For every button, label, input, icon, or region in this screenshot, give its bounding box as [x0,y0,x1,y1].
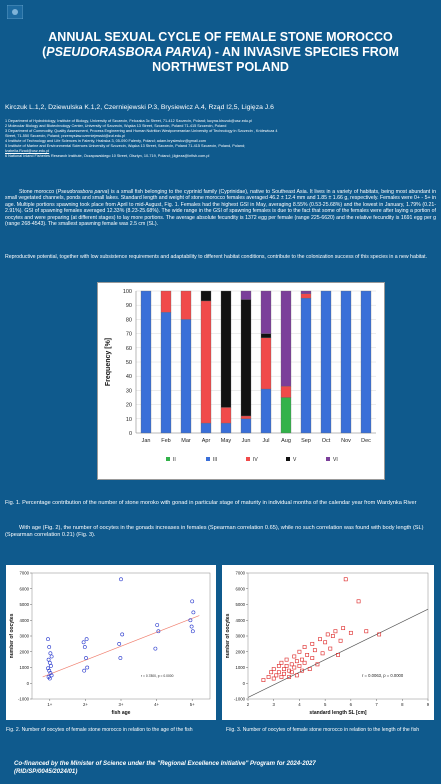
affiliation-item: 4 Institute of Technology and Life Sciences in Falenty, Hrabska 3, 05-090 Falenty, Poland; adam.brysiewicz@gmail.com [5,139,206,143]
y-tick-label: 2000 [19,649,29,655]
y-tick-label: 4000 [235,617,245,623]
y-tick-label: 3000 [19,633,29,639]
species-name: Pseudorasbora parva [57,189,108,195]
title-species: PSEUDORASBORA PARVA [46,45,208,59]
bar-segment-IV-Aug [281,386,291,397]
bar-segment-IV-Jun [241,416,251,419]
figure-3-caption: Fiig. 3. Number of oocytes of female stone morocco in relation to the length of the fish [226,727,420,733]
x-tick-label: 4 [298,702,301,707]
y-axis-title: number of oocytes [225,613,231,659]
x-tick-label: 3 [272,702,275,707]
bar-segment-V-Apr [201,291,211,301]
legend-label-IV: IV [253,457,258,463]
figure-2-caption: Fig. 2. Number of oocytes of female stone morocco in relation to the age of the fish [6,727,193,733]
bar-segment-III-May [221,423,231,433]
y-tick-label: 40 [125,374,132,381]
x-tick-label: 7 [375,702,378,707]
y-tick-label: 2000 [235,649,245,655]
funding-note [14,760,434,776]
x-tick-label: Sep [301,438,311,444]
bar-segment-IV-Feb [161,291,171,312]
bar-segment-II-Aug [281,398,291,434]
y-tick-label: 3000 [235,633,245,639]
x-tick-label: Mar [181,438,191,444]
x-tick-label: 2 [246,702,250,707]
x-tick-label: May [220,438,232,444]
x-tick-label: Jul [262,438,270,444]
y-tick-label: 4000 [19,617,29,623]
y-tick-label: 1000 [19,665,29,671]
x-tick-label: 5 [323,702,327,707]
bar-segment-IV-May [221,407,231,423]
bar-segment-III-Jun [241,419,251,433]
affiliation-item: Street, 71-550 Szczecin, Poland; przemyslaw.czerniejewski@zut.edu.pl [5,134,126,138]
x-axis-title: standard length SL [cm] [309,710,367,716]
legend-swatch-VI [326,457,330,461]
affiliation-item: 5 Institute of Marine and Environmental Sciences University of Szczecin, Wąska 13 Street, Szczecin, Poland 71-415 Szczecin, Poland, Poland; [5,144,246,148]
y-tick-label: 0 [128,431,132,437]
x-tick-label: Apr [201,438,211,444]
funding-line-1: Co-financed by the Minister of Science under the "Regional Excellence Initiative" Program for 2024-2027 [14,760,316,767]
y-tick-label: -1000 [18,696,29,702]
legend-label-III: III [213,457,218,463]
affiliation-list [5,119,436,159]
y-tick-label: 70 [125,331,132,338]
y-tick-label: -1000 [234,696,245,702]
bar-segment-III-Jan [141,291,151,433]
oocytes-vs-length-chart [222,565,434,720]
legend-label-V: V [293,457,297,463]
oocytes-vs-age-chart [6,565,216,720]
bar-segment-VI-Jun [241,291,251,300]
figure-3-scatter-length [222,565,434,720]
bar-segment-VI-Jul [261,291,271,334]
y-tick-label: 7000 [235,570,245,576]
plot-frame [32,573,210,699]
bar-segment-IV-Mar [181,291,191,319]
x-tick-label: Jun [241,438,251,444]
x-tick-label: 5+ [189,702,195,707]
affiliation-item: 6 National Inland Fisheries Research Institute, Oczapowskiego 10 Street, Olsztyn, 10-719, Poland; j.ligieza@infish.com.pl [5,154,210,158]
bar-segment-III-Apr [201,423,211,433]
y-axis-title: number of oocytes [9,613,15,659]
y-tick-label: 6000 [235,586,245,592]
bar-segment-VI-Aug [281,291,291,386]
figure-1-stacked-bar-chart [97,282,385,480]
funding-line-2: (RID/SP/0045/2024/01) [14,767,78,775]
figure-1-caption: Fig. 1. Percentage contribution of the number of stone moroko with gonad in particular stage of maturity in individual months of the calendar year from Wardynka River [5,500,417,506]
bar-segment-III-Nov [341,291,351,433]
y-tick-label: 60 [125,345,132,352]
affiliation-item: Izabella.Rzad@usz.edu.pl [5,149,50,153]
legend-swatch-II [166,457,170,461]
intro-paragraph: Stone morocco (Pseudorasbora parva) is a small fish belonging to the cyprinid family (Cyprinidae), native to Southeast Asia. It lives in a variety of habitats, being most abundant in small vegetated channels, ponds and small lakes. Standard length and weight of stone morocco females averaged 46.2 ± 12.4 mm and 1.85 ± 1.66 g, respectively. Females were 0+ - 5+ in age. Multiple portions spawning took place from April to mid-August, Fig. 1. Females had the highest GSI in May, averaging 8.55% (0.53-25.68%) and the lowest in January, 1.79% (0.21-2.91%). GSI of spawning females averaged 12.33% (8.23-25.68%). The wide range in the GSI of spawning females is due to the fact that some of the females were after laying a portion of oocytes and were preparing (at different stages) to lay more portions. The average absolute fecundity is 1372 egg per female (range 225-6620) and the relative fecundity is 1691 egg per g (range 268-4543). The smallest spawning female was 2.5 cm (SL). [5,189,436,228]
correlation-annotation: r = 0.7800, p = 0.0000 [141,674,174,678]
y-tick-label: 20 [125,402,132,409]
y-tick-label: 30 [125,388,132,395]
bar-segment-III-Feb [161,312,171,433]
x-tick-label: 3+ [118,702,124,707]
y-tick-label: 80 [125,317,132,324]
figure-2-scatter-age [6,565,216,720]
title-line-1: ANNUAL SEXUAL CYCLE OF FEMALE STONE MOROCCO [48,30,393,44]
y-tick-label: 6000 [19,586,29,592]
bar-segment-III-Jul [261,389,271,433]
correlation-paragraph: With age (Fig. 2), the number of oocytes in the gonads increases in females (Spearman correlation 0.65), while no such correlation was found with body length (SL) (Spearman correlation 0.21) (Fig. 3). [5,525,424,538]
maturity-stage-chart [98,283,384,479]
bar-segment-V-Jul [261,334,271,338]
bar-segment-IV-Sep [301,294,311,298]
y-tick-label: 50 [125,360,132,366]
correlation-annotation: r = 0.0063, p = 0.0000 [362,673,404,678]
x-tick-label: Aug [281,438,291,444]
x-tick-label: Nov [341,438,351,444]
y-axis-title: Frequency [%] [105,337,112,387]
y-tick-label: 0 [242,680,245,686]
y-tick-label: 5000 [19,602,29,608]
y-tick-label: 10 [125,416,132,423]
x-tick-label: 6 [349,702,353,707]
x-axis-title: fish age [111,710,131,716]
affiliation-item: 2 Molecular Biology and Biotechnology Center, University of Szczecin, Wąska 13 Street, Szczecin, Poland 71-415 Szczecin, Poland [5,124,227,128]
bar-segment-IV-Jul [261,338,271,389]
y-tick-label: 100 [122,289,132,295]
title-line-2: (PSEUDORASBORA PARVA) - AN INVASIVE SPECIES FROM [42,45,399,59]
y-tick-label: 0 [26,680,29,686]
x-tick-label: 2+ [82,702,88,707]
poster-title [10,30,431,75]
corner-decoration-icon [7,5,23,19]
x-tick-label: Oct [321,438,331,444]
bar-segment-III-Sep [301,298,311,433]
bar-segment-V-May [221,291,231,407]
y-tick-label: 1000 [235,665,245,671]
x-tick-label: 8 [401,702,404,707]
legend-label-VI: VI [333,457,338,463]
legend-label-II: II [173,457,176,463]
bar-segment-III-Mar [181,319,191,433]
x-tick-label: 9 [426,702,430,707]
affiliation-item: 1 Department of Hydrobiology, Institute of Biology, University of Szczecin, Felczaka 3c Street, 71-412 Szczecin, Poland; lucyna.kirczuk@usz.edu.pl [5,119,253,123]
bar-segment-IV-Apr [201,301,211,423]
y-tick-label: 7000 [19,570,29,576]
bar-segment-III-Dec [361,291,371,433]
legend-swatch-V [286,457,290,461]
conclusion-paragraph: Reproductive potential, together with low subsistence requirements and adaptability to different habitat conditions, contribute to the colonization success of this species in a new habitat. [5,254,428,260]
title-line-3: NORTHWEST POLAND [152,60,289,74]
bar-segment-V-Jun [241,300,251,416]
y-tick-label: 90 [125,303,132,310]
author-list: Kirczuk L.1,2, Dziewulska K.1,2, Czerniejewski P.3, Brysiewicz A.4, Rząd I2,5, Ligięza J.6 [5,104,274,111]
legend-swatch-III [206,457,210,461]
bar-segment-VI-Sep [301,291,311,294]
bar-segment-III-Oct [321,291,331,433]
x-tick-label: 1+ [47,702,53,707]
x-tick-label: 4+ [154,702,160,707]
x-tick-label: Jan [141,438,151,444]
affiliation-item: 3 Department of Commodity, Quality Assessment, Process Engineering and Human Nutrition Westpomeranian University of Technology in Szczecin , Królewicza 4 [5,129,278,133]
x-tick-label: Feb [161,438,171,444]
legend-swatch-IV [246,457,250,461]
x-tick-label: Dec [361,438,371,444]
y-tick-label: 5000 [235,602,245,608]
